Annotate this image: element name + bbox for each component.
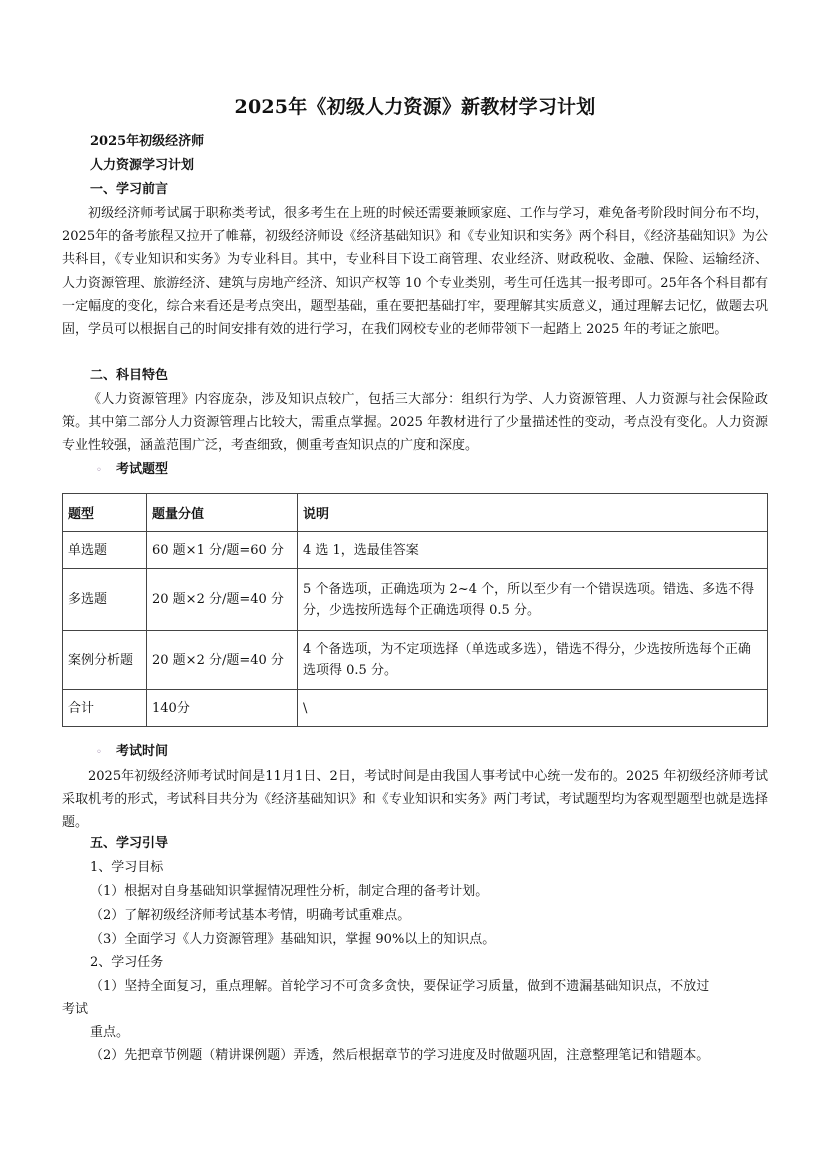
bullet-icon: ◦ — [96, 747, 102, 758]
table-cell: 140分 — [147, 690, 298, 727]
table-row — [63, 532, 768, 569]
task-item-line: （1）坚持全面复习，重点理解。首轮学习不可贪多贪快，要保证学习质量，做到不遗漏基础知识点，不放过 — [90, 979, 710, 994]
table-cell: 4 个备选项，为不定项选择（单选或多选），错选不得分，少选按所选每个正确选项得 0.5 分。 — [298, 631, 768, 690]
task-item-line: 重点。 — [90, 1025, 130, 1040]
table-cell: \ — [298, 690, 768, 727]
table-cell: 20 题×2 分/题=40 分 — [147, 569, 298, 631]
goal-heading: 1、学习目标 — [90, 860, 164, 875]
section1-body: 初级经济师考试属于职称类考试，很多考生在上班的时候还需要兼顾家庭、工作与学习，难免备考阶段时间分布不均，2025年的备考旅程又拉开了帷幕，初级经济师设《经济基础知识》和《专业知识和实务》两个科目，《经济基础知识》为公共科目，《专业知识和实务》为专业科目。其中，专业科目下设工商管理、农业经济、财政税收、金融、保险、运输经济、人力资源管理、旅游经济、建筑与房地产经济、知识产权等 10 个专业类别，考生可任选其一报考即可。25年各个科目都有一定幅度的变化，综合来看还是考点突出，题型基础，重在要把基础打牢，要理解其实质意义，通过理解去记忆，做题去巩固，学员可以根据自己的时间安排有效的进行学习，在我们网校专业的老师带领下一起踏上 2025 年的考证之旅吧。 — [62, 206, 768, 338]
table-header-row — [63, 494, 768, 532]
table-row — [63, 569, 768, 631]
exam-type-heading — [96, 459, 168, 482]
table-cell: 单选题 — [63, 532, 147, 569]
table-cell: 60 题×1 分/题=60 分 — [147, 532, 298, 569]
table-cell: 多选题 — [63, 569, 147, 631]
document-title: 2025年《初级人力资源》新教材学习计划 — [234, 96, 596, 118]
goal-item: （1）根据对自身基础知识掌握情况理性分析，制定合理的备考计划。 — [90, 884, 489, 899]
goal-item: （2）了解初级经济师考试基本考情，明确考试重难点。 — [90, 908, 411, 923]
table-header-cell: 说明 — [298, 494, 768, 532]
exam-type-label: 考试题型 — [116, 462, 169, 477]
table-header-cell: 题型 — [63, 494, 147, 532]
exam-time-label: 考试时间 — [116, 744, 169, 759]
section5-heading: 五、学习引导 — [90, 836, 169, 851]
task-heading: 2、学习任务 — [90, 955, 164, 970]
subtitle-exam: 2025年初级经济师 — [90, 134, 205, 149]
table-cell: 20 题×2 分/题=40 分 — [147, 631, 298, 690]
table-cell: 5 个备选项，正确选项为 2~4 个，所以至少有一个错误选项。错选、多选不得分，少选按所选每个正确选项得 0.5 分。 — [298, 569, 768, 631]
bullet-icon: ◦ — [96, 465, 102, 476]
table-row — [63, 690, 768, 727]
table-cell: 4 选 1，选最佳答案 — [298, 532, 768, 569]
section1-heading: 一、学习前言 — [90, 182, 169, 197]
table-cell: 案例分析题 — [63, 631, 147, 690]
table-cell: 合计 — [63, 690, 147, 727]
table-header-cell: 题量分值 — [147, 494, 298, 532]
exam-time-heading — [96, 741, 168, 764]
task-item: （2）先把章节例题（精讲课例题）弄透，然后根据章节的学习进度及时做题巩固，注意整理笔记和错题本。 — [90, 1048, 710, 1063]
goal-item: （3）全面学习《人力资源管理》基础知识，掌握 90%以上的知识点。 — [90, 932, 496, 947]
table-row — [63, 631, 768, 690]
section2-body: 《人力资源管理》内容庞杂，涉及知识点较广，包括三大部分：组织行为学、人力资源管理、人力资源与社会保险政策。其中第二部分人力资源管理占比较大，需重点掌握。2025 年教材进行了少量描述性的变动，考点没有变化。人力资源专业性较强，涵盖范围广泛，考查细致，侧重考查知识点的广度和深度。 — [62, 392, 768, 454]
exam-time-body: 2025年初级经济师考试时间是11月1日、2日，考试时间是由我国人事考试中心统一发布的。2025 年初级经济师考试采取机考的形式，考试科目共分为《经济基础知识》和《专业知识和实务》两门考试，考试题型均为客观型题型也就是选择题。 — [62, 769, 768, 831]
section2-heading: 二、科目特色 — [90, 368, 169, 383]
exam-type-table — [62, 493, 768, 727]
task-item-line: 考试 — [62, 1002, 89, 1017]
subtitle-plan: 人力资源学习计划 — [90, 158, 195, 173]
